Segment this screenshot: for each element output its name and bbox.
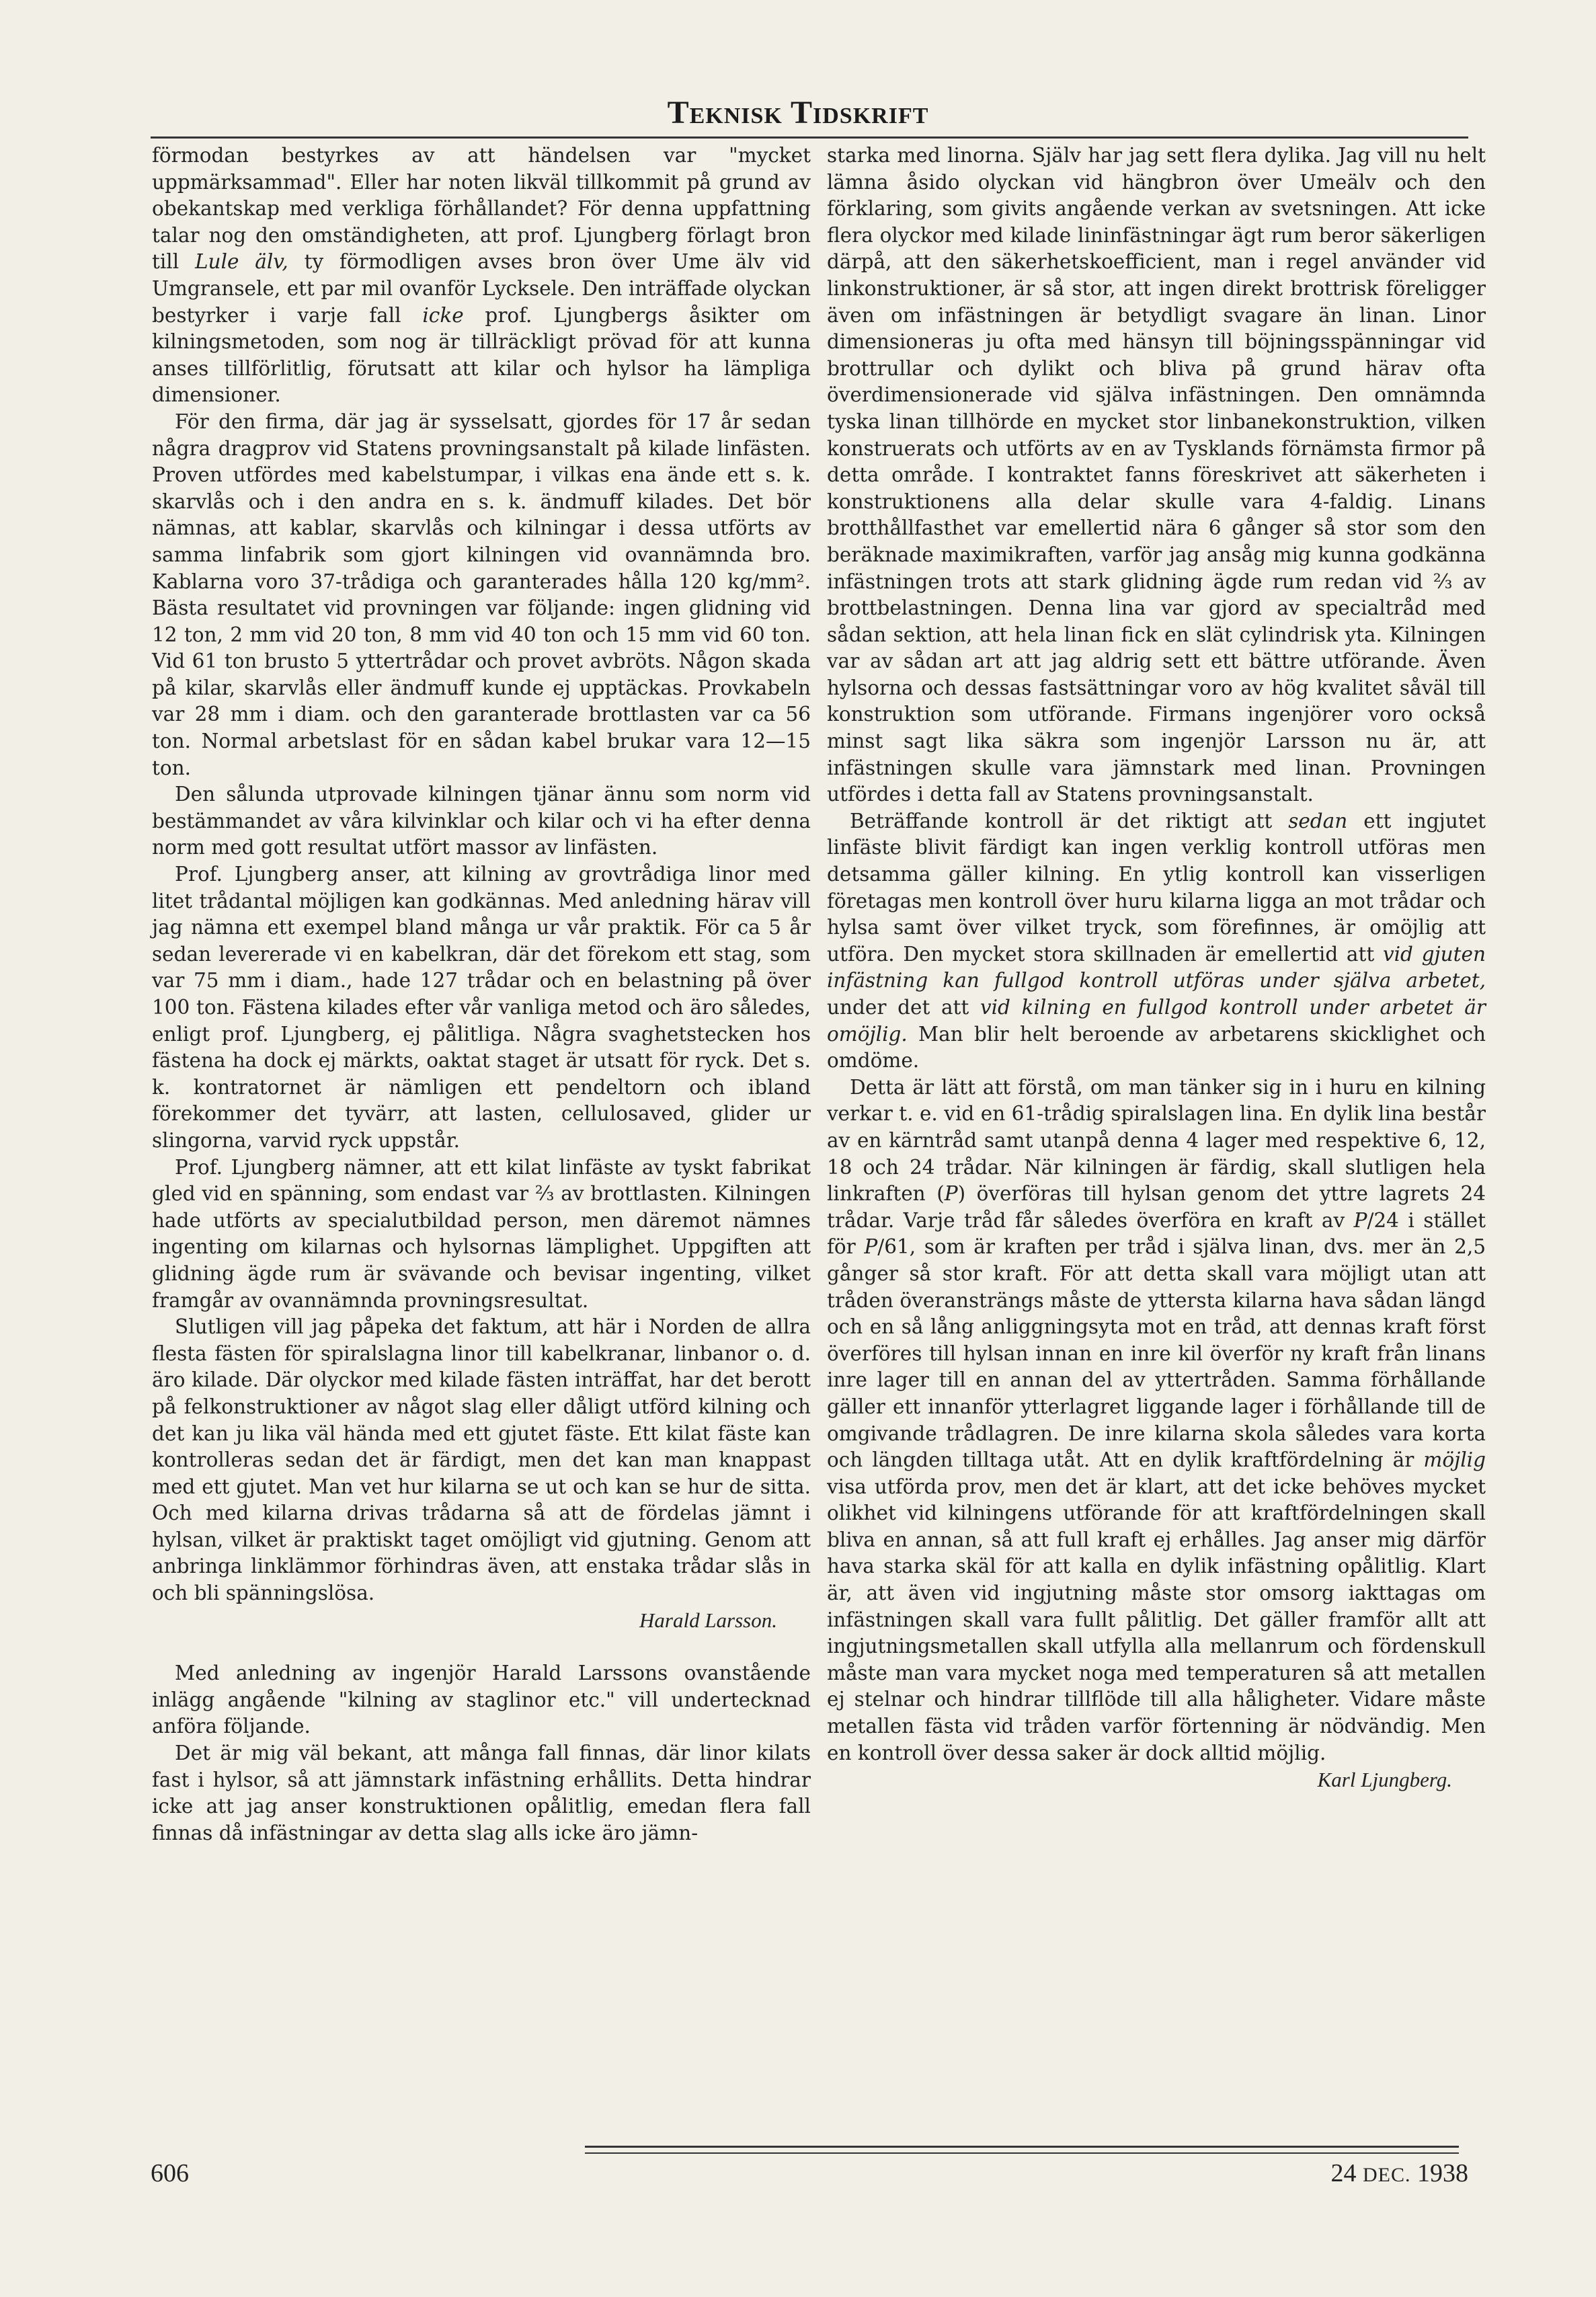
footer-rule — [585, 2152, 1459, 2154]
footer-rule — [585, 2146, 1459, 2148]
paragraph: Den sålunda utprovade kilningen tjänar ännu som norm vid bestämmandet av våra kilvinklar och kilar och vi ha efter denna norm med gott resultat utfört massor av linfästen. — [152, 783, 811, 859]
paragraph: Detta är lätt att förstå, om man tänker sig in i huru en kilning verkar t. e. vid en 61-trådig spiralslagen lina. En dylik lina består av en kärntråd samt utanpå denna 4 lager med respektive 6, 12, 18 och 24 trådar. När kilningen är färdig, skall slutligen hela linkraften (P) överföras till hylsan genom det yttre lagrets 24 trådar. Varje tråd får således överföra en kraft av P/24 i stället för P/61, som är kraften per tråd i själva linan, dvs. mer än 2,5 gånger så stor kraft. För att detta skall vara möjligt utan att tråden överansträngs måste de yttersta kilarna hava sådan längd och en så lång anliggningsyta mot en tråd, att dennas kraft först överföres till hylsan innan en inre kil överför ny kraft från linans inre lager till en annan del av yttertråden. Samma förhållande gäller ett innanför ytterlagret liggande lager i förhållande till de omgivande trådlagren. De inre kilarna skola således vara korta och längden tilltaga utåt. Att en dylik kraftfördelning är möjlig visa utförda prov, men det är klart, att det icke behöves mycket olikhet vid kilningens utförande för att kraftfördelningen skall bliva en annan, så att full kraft ej erhålles. Jag anser mig därför hava starka skäl för att kalla en dylik infästning opålitlig. Klart är, att även vid ingjutning måste stor omsorg iakttagas om infästningen skall vara fullt pålitlig. Det gäller framför allt att ingjutningsmetallen skall utfylla alla mellanrum och fördenskull måste man vara mycket noga med temperaturen så att metallen ej stelnar och hindrar tillflöde till alla håligheter. Vidare måste metallen fästa vid tråden varför förtenning är nödvändig. Men en kontroll över dessa saker är dock alltid möjlig. — [827, 1075, 1486, 1764]
paragraph: Det är mig väl bekant, att många fall finnas, där linor kilats fast i hylsor, så att jämnstark infästning erhållits. Detta hindrar icke att jag anser konstruktionen opålitlig, emedan flera fall finnas då infästningar av detta slag alls icke äro jämn- — [152, 1742, 811, 1844]
paragraph: Med anledning av ingenjör Harald Larssons ovanstående inlägg angående "kilning av staglinor etc." vill undertecknad anföra följande. — [152, 1662, 811, 1738]
signature-harald-larsson: Harald Larsson. — [639, 1608, 777, 1632]
signature-karl-ljungberg: Karl Ljungberg. — [1317, 1768, 1452, 1792]
paragraph: Prof. Ljungberg nämner, att ett kilat linfäste av tyskt fabrikat gled vid en spänning, som endast var ⅔ av brottlasten. Kilningen hade utförts av specialutbildad person, men däremot nämnes ingenting om kilarnas och hylsornas lämplighet. Uppgiften att glidning ägde rum är svävande och bevisar ingenting, vilket framgår av ovannämnda provningsresultat. — [152, 1155, 811, 1312]
header-rule — [151, 137, 1468, 139]
paragraph: Prof. Ljungberg anser, att kilning av grovtrådiga linor med litet trådantal möjligen kan godkännas. Med anledning härav vill jag nämna ett exempel bland många ur vår praktik. För ca 5 år sedan levererade vi en kabelkran, där det förekom ett stag, som var 75 mm i diam., hade 127 trådar och en belastning på över 100 ton. Fästena kilades efter vår vanliga metod och äro således, enligt prof. Ljungberg, ej pålitliga. Några svaghetstecken hos fästena ha dock ej märkts, oaktat staget är utsatt för ryck. Det s. k. kontratornet är nämligen ett pendeltorn och ibland förekommer det tyvärr, att lasten, cellulosaved, glider ur slingorna, varvid ryck uppstår. — [152, 863, 811, 1152]
journal-title: Teknisk Tidskrift — [667, 95, 929, 130]
right-column — [827, 143, 1486, 2160]
paragraph: förmodan bestyrkes av att händelsen var "mycket uppmärksammad". Eller har noten likväl tillkommit på grund av obekantskap med verkliga förhållandet? För denna uppfattning talar nog den omständigheten, att prof. Ljungberg förlagt bron till Lule älv, ty förmodligen avses bron över Ume älv vid Umgransele, ett par mil ovanför Lycksele. Den inträffade olyckan bestyrker i varje fall icke prof. Ljungbergs åsikter om kilningsmetoden, som nog är tillräckligt prövad för att kunna anses tillförlitlig, förutsatt att kilar och hylsor ha lämpliga dimensioner. — [152, 144, 811, 407]
river-name: Lule älv, — [194, 250, 288, 274]
page-number: 606 — [151, 2159, 189, 2187]
paragraph: starka med linorna. Själv har jag sett flera dylika. Jag vill nu helt lämna åsido olyckan vid hängbron över Umeälv och den förklaring, som givits angående verkan av svetsningen. Att icke flera olyckor med kilade lininfästningar ägt rum beror säkerligen därpå, att den säkerhetskoefficient, man i regel använder vid linkonstruktioner, är så stor, att ingen direkt brottrisk föreligger även om infästningen är betydligt svagare än linan. Linor dimensioneras ju ofta med hänsyn till böjningsspänningar vid brottrullar och dylikt och bliva på grund härav ofta överdimensionerade vid själva infästningen. Den omnämnda tyska linan tillhörde en mycket stor linbanekonstruktion, vilken konstruerats och utförts av en av Tysklands förnämsta firmor på detta område. I kontraktet fanns föreskrivet att säkerheten i konstruktionens alla delar skulle vara 4-faldig. Linans brotthållfasthet var emellertid nära 6 gånger så stor som den beräknade maximikraften, varför jag ansåg mig kunna godkänna infästningen trots att stark glidning ägde rum redan vid ⅔ av brottbelastningen. Denna lina var gjord av specialtråd med sådan sektion, att hela linan fick en slät cylindrisk yta. Kilningen var av sådan art att jag aldrig sett ett bättre utförande. Även hylsorna och dessas fastsättningar voro av hög kvalitet såväl till konstruktion som utförande. Firmans ingenjörer voro också minst sagt lika säkra som ingenjör Larsson nu är, att infästningen skulle vara jämnstark med linan. Provningen utfördes i detta fall av Statens provningsanstalt. — [827, 144, 1486, 806]
paragraph: Beträffande kontroll är det riktigt att sedan ett ingjutet linfäste blivit färdigt kan ingen verklig kontroll utföras men detsamma gäller kilning. En ytlig kontroll kan visserligen företagas men kontroll över huru kilarna ligga an mot trådar och hylsa samt över vilket tryck, som förefinnes, är omöjlig att utföra. Den mycket stora skillnaden är emellertid att vid gjuten infästning kan fullgod kontroll utföras under själva arbetet, under det att vid kilning en fullgod kontroll under arbetet är omöjlig. Man blir helt beroende av arbetarens skicklighet och omdöme. — [827, 809, 1486, 1073]
issue-date: 24 DEC. 1938 — [1330, 2159, 1468, 2187]
paragraph: Slutligen vill jag påpeka det faktum, att här i Norden de allra flesta fästen för spiralslagna linor till kabelkranar, linbanor o. d. äro kilade. Där olyckor med kilade fästen inträffat, har det berott på felkonstruktioner av något slag eller dåligt utförd kilning och det kan ju lika väl hända med ett gjutet fäste. Ett kilat fäste kan kontrolleras sedan det är färdigt, men det kan man knappast med ett gjutet. Man vet hur kilarna se ut och kan se hur de sitta. Och med kilarna drivas trådarna så att de fördelas jämnt i hylsan, vilket är praktiskt taget omöjligt vid gjutning. Genom att anbringa linklämmor förhindras även, att enstaka trådar slås in och bli spänningslösa. — [152, 1315, 811, 1605]
emphasis: icke — [422, 303, 464, 327]
left-column — [152, 143, 811, 2160]
paragraph: För den firma, där jag är sysselsatt, gjordes för 17 år sedan några dragprov vid Statens provningsanstalt på kilade linfästen. Proven utfördes med kabelstumpar, i vilkas ena ände ett s. k. skarvlås och i den andra en s. k. ändmuff kilades. Det bör nämnas, att kablar, skarvlås och kilningar i dessa utförts av samma linfabrik som gjort kilningen vid ovannämnda bro. Kablarna voro 37-trådiga och garanterades hålla 120 kg/mm². Bästa resultatet vid provningen var följande: ingen glidning vid 12 ton, 2 mm vid 20 ton, 8 mm vid 40 ton och 15 mm vid 60 ton. Vid 61 ton brusto 5 yttertrådar och provet avbröts. Någon skada på kilar, skarvlås eller ändmuff kunde ej upptäckas. Provkabeln var 28 mm i diam. och den garanterade brottlasten var ca 56 ton. Normal arbetslast för en sådan kabel brukar vara 12—15 ton. — [152, 410, 811, 779]
